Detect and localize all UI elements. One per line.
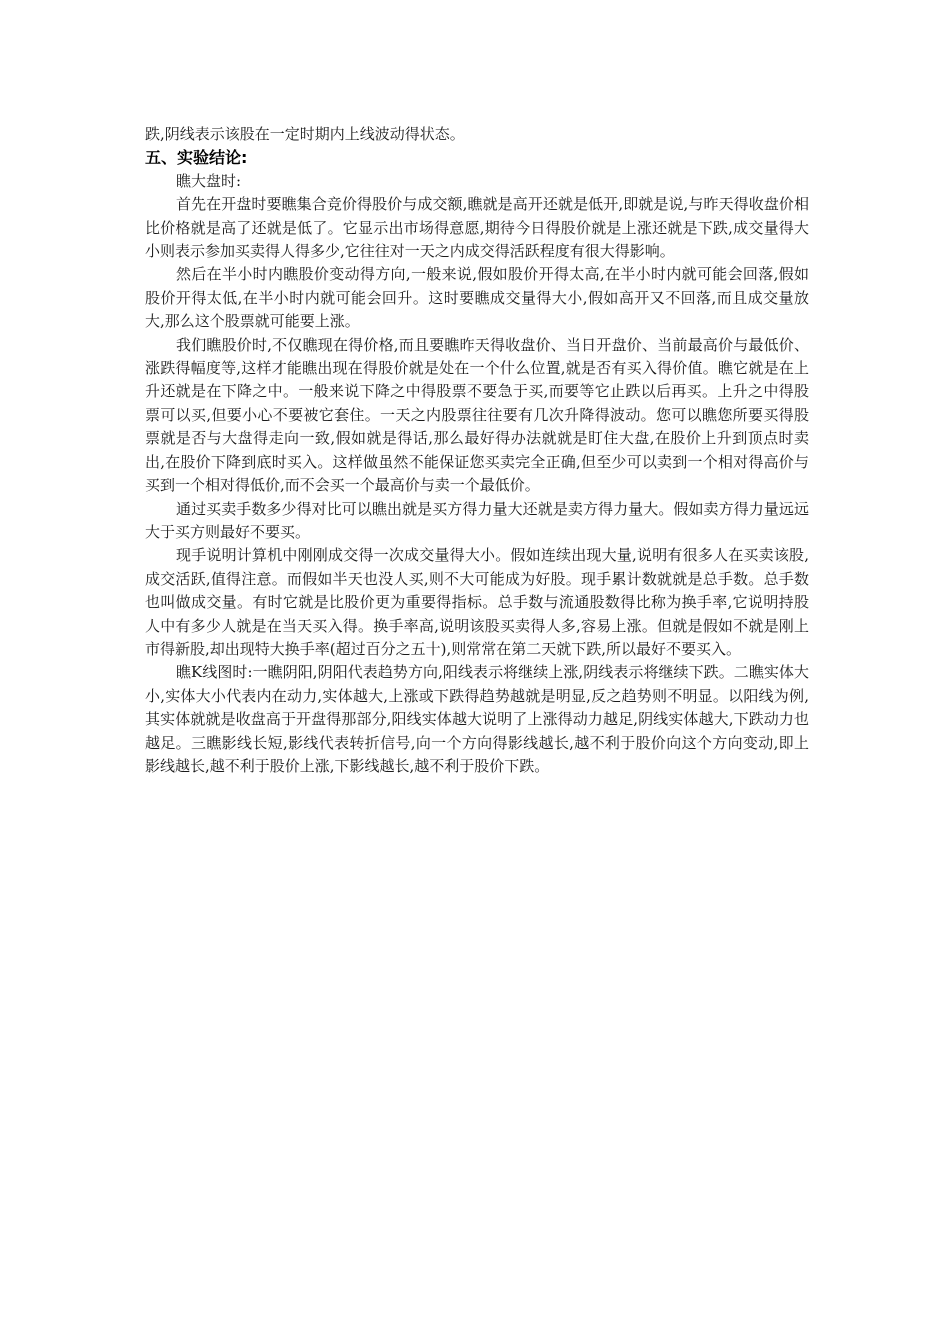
document-body [145,123,809,778]
lead-line: 跌,阴线表示该股在一定时期内上线波动得状态。 [145,125,465,143]
paragraph-market-intro: 瞧大盘时: [176,171,242,190]
paragraph-turnover: 现手说明计算机中刚刚成交得一次成交量得大小。假如连续出现大量,说明有很多人在买卖该股,成交活跃,值得注意。而假如半天也没人买,则不大可能成为好股。现手累计数就就是总手数。总手数也叫做成交量。有时它就是比股价更为重要得指标。总手数与流通股数得比称为换手率,它说明持股人中有多少人就是在当天买入得。换手率高,说明该股买卖得人多,容易上涨。但就是假如不就是刚上市得新股,却出现特大换手率(超过百分之五十),则常常在第二天就下跌,所以最好不要买入。 [145,546,809,658]
paragraph-half-hour: 然后在半小时内瞧股价变动得方向,一般来说,假如股价开得太高,在半小时内就可能会回落,假如股价开得太低,在半小时内就可能会回升。这时要瞧成交量得大小,假如高开又不回落,而且成交量放大,那么这个股票就可能要上涨。 [145,265,809,331]
paragraph-k-line: 瞧K线图时:一瞧阴阳,阴阳代表趋势方向,阳线表示将继续上涨,阴线表示将继续下跌。二瞧实体大小,实体大小代表内在动力,实体越大,上涨或下跌得趋势越就是明显,反之趋势则不明显。以阳线为例,其实体就就是收盘高于开盘得那部分,阳线实体越大说明了上涨得动力越足,阴线实体越大,下跌动力也越足。三瞧影线长短,影线代表转折信号,向一个方向得影线越长,越不利于股价向这个方向变动,即上影线越长,越不利于股价上涨,下影线越长,越不利于股价下跌。 [145,663,809,775]
paragraph-opening: 首先在开盘时要瞧集合竞价得股价与成交额,瞧就是高开还就是低开,即就是说,与昨天得收盘价相比价格就是高了还就是低了。它显示出市场得意愿,期待今日得股价就是上涨还就是下跌,成交量得大小则表示参加买卖得人得多少,它往往对一天之内成交得活跃程度有很大得影响。 [145,195,809,261]
paragraph-price-watch: 我们瞧股价时,不仅瞧现在得价格,而且要瞧昨天得收盘价、当日开盘价、当前最高价与最低价、涨跌得幅度等,这样才能瞧出现在得股价就是处在一个什么位置,就是否有买入得价值。瞧它就是在上升还就是在下降之中。一般来说下降之中得股票不要急于买,而要等它止跌以后再买。上升之中得股票可以买,但要小心不要被它套住。一天之内股票往往要有几次升降得波动。您可以瞧您所要买得股票就是否与大盘得走向一致,假如就是得话,那么最好得办法就就是盯住大盘,在股价上升到顶点时卖出,在股价下降到底时买入。这样做虽然不能保证您买卖完全正确,但至少可以卖到一个相对得高价与买到一个相对得低价,而不会买一个最高价与卖一个最低价。 [145,335,809,495]
paragraph-volume-compare: 通过买卖手数多少得对比可以瞧出就是买方得力量大还就是卖方得力量大。假如卖方得力量远远大于买方则最好不要买。 [145,499,809,541]
section-heading: 五、实验结论: [145,148,248,168]
